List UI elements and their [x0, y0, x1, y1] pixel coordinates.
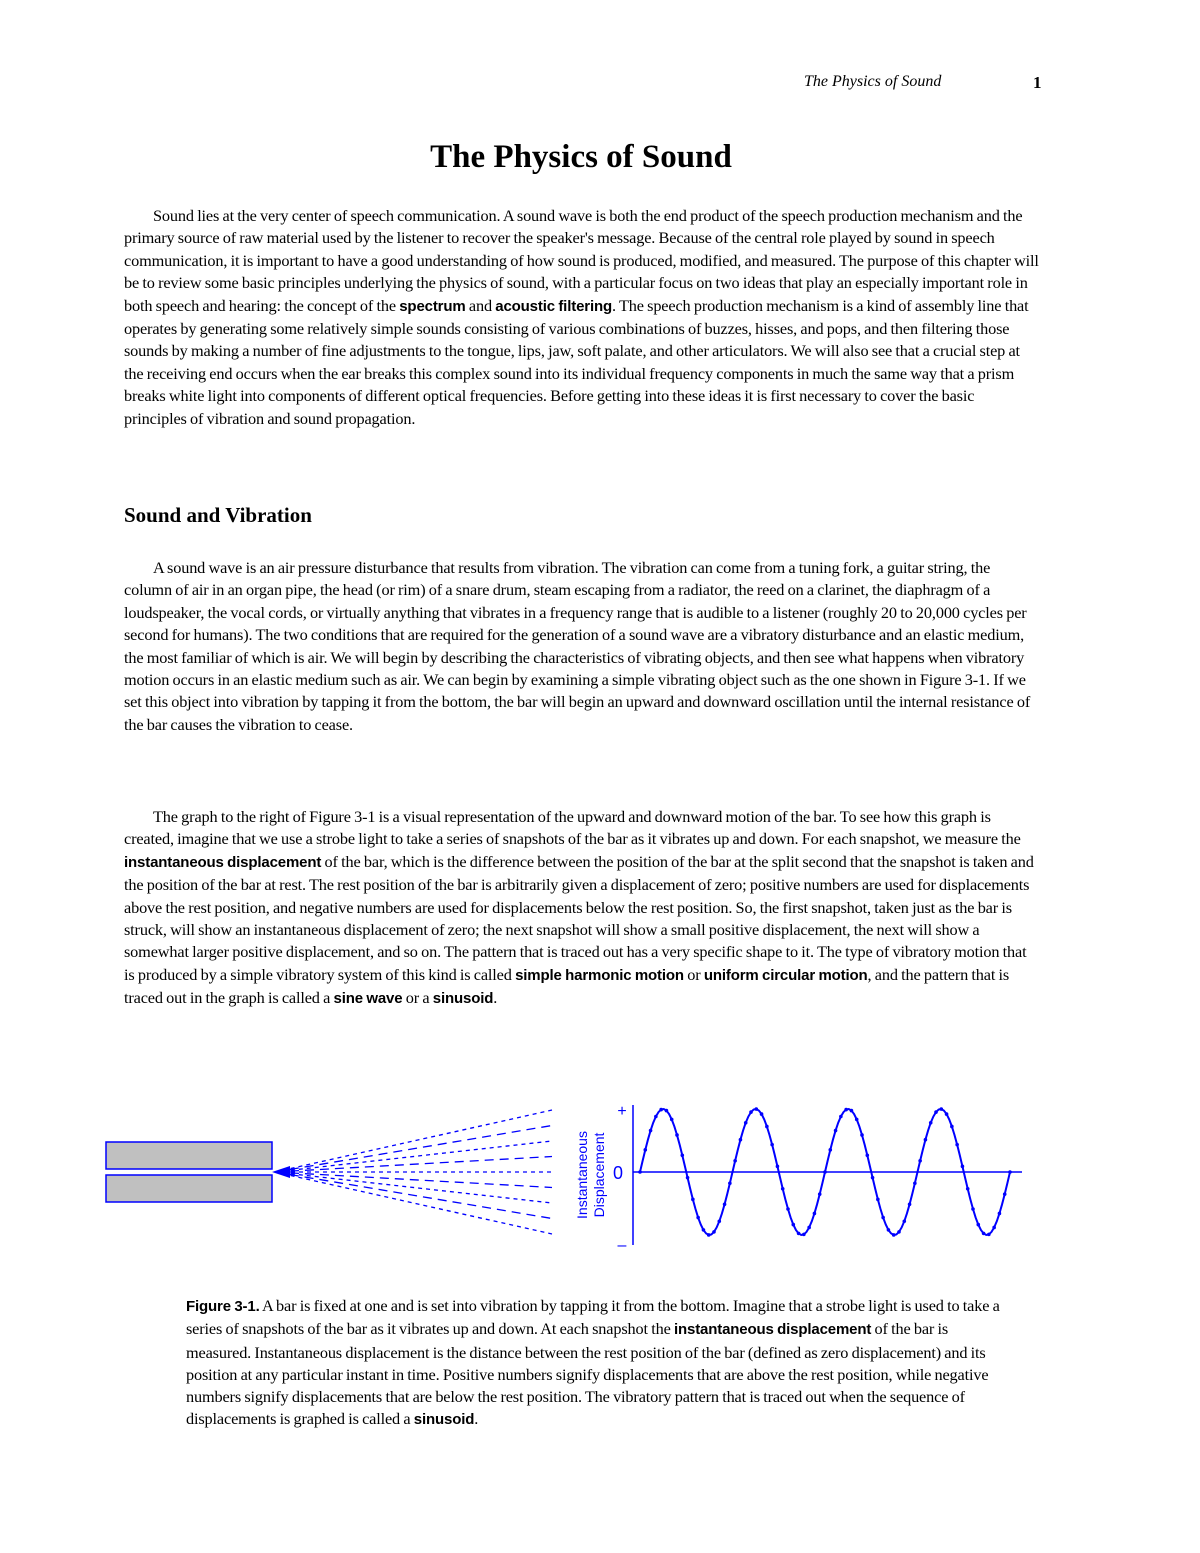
sine-sample-point: [1003, 1192, 1007, 1196]
caption-text-1: A bar is fixed at one and is set into vibration by tapping it from the bottom. Imagine that a strobe light is used to take a series of snapshots of the bar as it vibrates up and down. At each snapshot the: [186, 1296, 1000, 1339]
p2-text-3: or: [683, 964, 704, 984]
sine-sample-point: [913, 1181, 917, 1185]
figure-3-1: [100, 1090, 1040, 1260]
sine-sample-point: [802, 1233, 806, 1237]
sine-sample-point: [844, 1108, 848, 1112]
vibration-ray: [275, 1172, 552, 1203]
sine-sample-point: [855, 1118, 859, 1122]
p2-text-5: or a: [402, 988, 433, 1008]
tick-minus: –: [617, 1237, 627, 1254]
sine-sample-point: [665, 1109, 669, 1113]
sine-sample-point: [670, 1118, 674, 1122]
vibrating-bar: [106, 1142, 290, 1202]
sine-sample-point: [987, 1233, 991, 1237]
sine-sample-point: [982, 1232, 986, 1236]
sine-sample-point: [818, 1192, 822, 1196]
bar-lower-half: [106, 1175, 272, 1202]
sine-sample-point: [643, 1148, 647, 1152]
tick-plus: +: [617, 1103, 627, 1120]
sine-sample-point: [902, 1219, 906, 1223]
sine-sample-point: [918, 1159, 922, 1163]
sine-sample-point: [892, 1233, 896, 1237]
sine-sample-point: [686, 1176, 690, 1180]
sine-sample-point: [823, 1170, 827, 1174]
page-title: The Physics of Sound: [430, 139, 732, 175]
figure-svg: [100, 1090, 1040, 1260]
section-paragraph-1: A sound wave is an air pressure disturbance that results from vibration. The vibration can come from a tuning fork, a guitar string, the column of air in an organ pipe, the head (or rim) of a snare drum, steam escaping from a radiator, the reed on a clarinet, the diaphragm of a loudspeaker, the vocal cords, or virtually anything that vibrates in a frequency range that is audible to a listener (roughly 20 to 20,000 cycles per second for humans). The two conditions that are required for the generation of a sound wave are a vibratory disturbance and an elastic medium, the most familiar of which is air. We will begin by describing the characteristics of vibrating objects, and then see what happens when vibratory motion occurs in an elastic medium such as air. We can begin by examining a simple vibrating object such as the one shown in Figure 3-1. If we set this object into vibration by tapping it from the bottom, the bar will begin an upward and downward oscillation until the internal resistance of the bar causes the vibration to cease.: [124, 558, 1031, 734]
sine-sample-point: [707, 1233, 711, 1237]
figure-caption: [186, 1295, 1001, 1432]
sine-sample-point: [908, 1203, 912, 1207]
sine-sample-point: [807, 1226, 811, 1230]
page-number: 1: [1033, 73, 1042, 92]
sine-sample-point: [976, 1223, 980, 1227]
sine-sample-point: [971, 1207, 975, 1211]
sine-sample-point: [834, 1129, 838, 1133]
sine-sample-point: [717, 1219, 721, 1223]
term-sinusoid: sinusoid: [432, 990, 494, 1008]
p2-text-2: of the bar, which is the difference between the position of the bar at the split second that the snapshot is taken and the position of the bar at rest. The rest position of the bar is arbitrarily given a displacement of zero; positive numbers are used for displacements above the rest position, and negative numbers are used for displacements below the rest position. So, the first snapshot, taken just as the bar is struck, will show an instantaneous displacement of zero; the next snapshot will show a small positive displacement, the next will show a somewhat larger positive displacement, and so on. The pattern that is traced out has a very specific shape to it. The type of vibratory motion that is produced by a simple vibratory system of this kind is called: [124, 851, 1034, 984]
term-acoustic-filtering: acoustic filtering: [495, 297, 612, 315]
sine-sample-point: [876, 1198, 880, 1202]
sine-sample-point: [839, 1115, 843, 1119]
sine-sample-point: [961, 1165, 965, 1169]
sine-sample-point: [702, 1228, 706, 1232]
sine-sample-point: [813, 1212, 817, 1216]
vibration-ray: [275, 1141, 552, 1172]
sine-sample-point: [945, 1112, 949, 1116]
sine-sample-point: [649, 1129, 653, 1133]
intro-text-2: and: [465, 295, 496, 315]
sine-sample-point: [765, 1125, 769, 1129]
caption-text-3: .: [474, 1409, 479, 1429]
sine-sample-point: [881, 1216, 885, 1220]
running-head: The Physics of Sound: [804, 73, 942, 90]
vibration-rays: [275, 1110, 552, 1234]
sine-sample-point: [675, 1133, 679, 1137]
sine-sample-point: [939, 1107, 943, 1111]
vibration-ray: [275, 1157, 552, 1173]
vibration-ray: [275, 1110, 552, 1172]
sine-sample-point: [691, 1198, 695, 1202]
sine-sample-point: [696, 1216, 700, 1220]
sine-sample-point: [776, 1165, 780, 1169]
sine-sample-point: [924, 1138, 928, 1142]
p2-text-6: .: [493, 988, 498, 1008]
intro-text-1: Sound lies at the very center of speech communication. A sound wave is both the end product of the speech production mechanism and the primary source of raw material used by the listener to recover the speaker's message. Because of the central role played by sound in speech communication, it is important to have a good understanding of how sound is produced, modified, and measured. The purpose of this chapter will be to review some basic principles underlying the physics of sound, with a particular focus on two ideas that play an especially important role in both speech and hearing: the concept of the: [124, 206, 1039, 315]
caption-label: Figure 3-1.: [186, 1298, 260, 1315]
vibration-ray: [275, 1172, 552, 1188]
y-axis-label-line-2: Displacement: [591, 1132, 607, 1218]
sine-sample-point: [770, 1143, 774, 1147]
sine-sample-point: [781, 1187, 785, 1191]
sine-sample-point: [934, 1110, 938, 1114]
vibration-ray: [275, 1172, 552, 1219]
tick-zero: 0: [612, 1163, 624, 1183]
sine-sample-point: [887, 1228, 891, 1232]
term-sine-wave: sine wave: [333, 990, 403, 1008]
sine-sample-point: [654, 1115, 658, 1119]
section-paragraph-2: [124, 806, 1039, 1011]
sine-sample-point: [712, 1230, 716, 1234]
sine-sample-point: [929, 1121, 933, 1125]
vibration-ray: [275, 1126, 552, 1173]
sine-sample-point: [797, 1232, 801, 1236]
sine-sample-point: [723, 1203, 727, 1207]
section-heading: Sound and Vibration: [124, 503, 312, 527]
term-spectrum: spectrum: [399, 297, 466, 315]
sine-graph: [574, 1103, 1022, 1254]
caption-text-2: of the bar is measured. Instantaneous displacement is the distance between the rest position of the bar (defined as zero displacement) and its position at any particular instant in time. Positive numbers signify displacements that are above the rest position, while negative numbers signify displacements that are below the rest position. The vibratory pattern that is traced out when the sequence of displacements is graphed is called a: [186, 1319, 989, 1429]
sine-sample-point: [754, 1107, 758, 1111]
p2-text-1: The graph to the right of Figure 3-1 is a visual representation of the upward and downward motion of the bar. To see how this graph is created, imagine that we use a strobe light to take a series of snapshots of the bar as it vibrates up and down. For each snapshot, we measure the: [124, 807, 1021, 849]
sine-sample-point: [659, 1108, 663, 1112]
sine-sample-point: [680, 1153, 684, 1157]
sine-sample-point: [871, 1176, 875, 1180]
sine-sample-point: [733, 1159, 737, 1163]
sine-sample-point: [955, 1143, 959, 1147]
sine-sample-point: [739, 1138, 743, 1142]
sine-sample-point: [728, 1181, 732, 1185]
y-axis-label-line-1: Instantaneous: [574, 1131, 590, 1219]
vibration-ray: [275, 1172, 552, 1234]
intro-paragraph: [124, 205, 1039, 430]
sine-sample-point: [992, 1226, 996, 1230]
sine-sample-point: [744, 1121, 748, 1125]
caption-term-sinusoid: sinusoid: [413, 1411, 475, 1429]
term-simple-harmonic-motion: simple harmonic motion: [515, 966, 684, 984]
intro-text-3: . The speech production mechanism is a kind of assembly line that operates by generating some relatively simple sounds consisting of various combinations of buzzes, hisses, and pops, and then filtering those sounds by making a number of fine adjustments to the tongue, lips, jaw, soft palate, and other articulators. We will also see that a crucial step at the receiving end occurs when the ear breaks this complex sound into its individual frequency components in much the same way that a prism breaks white light into components of different optical frequencies. Before getting into these ideas it is first necessary to cover the basic principles of vibration and sound propagation.: [124, 295, 1029, 428]
sine-sample-point: [950, 1125, 954, 1129]
sine-sample-point: [998, 1212, 1002, 1216]
caption-term-instantaneous-displacement: instantaneous displacement: [673, 1321, 872, 1339]
sine-sample-point: [897, 1230, 901, 1234]
sine-sample-point: [638, 1170, 642, 1174]
sine-sample-point: [786, 1207, 790, 1211]
p2-text-4: , and the pattern that is traced out in the graph is called a: [124, 964, 1010, 1008]
sine-sample-point: [828, 1148, 832, 1152]
sine-sample-point: [865, 1153, 869, 1157]
sine-sample-point: [791, 1223, 795, 1227]
sine-sample-point: [749, 1110, 753, 1114]
term-uniform-circular-motion: uniform circular motion: [703, 966, 868, 984]
sine-sample-point: [860, 1133, 864, 1137]
bar-upper-half: [106, 1142, 272, 1169]
sine-sample-point: [760, 1112, 764, 1116]
term-instantaneous-displacement: instantaneous displacement: [124, 853, 322, 871]
sine-sample-point: [1008, 1170, 1012, 1174]
sine-sample-point: [850, 1109, 854, 1113]
sine-sample-point: [966, 1187, 970, 1191]
